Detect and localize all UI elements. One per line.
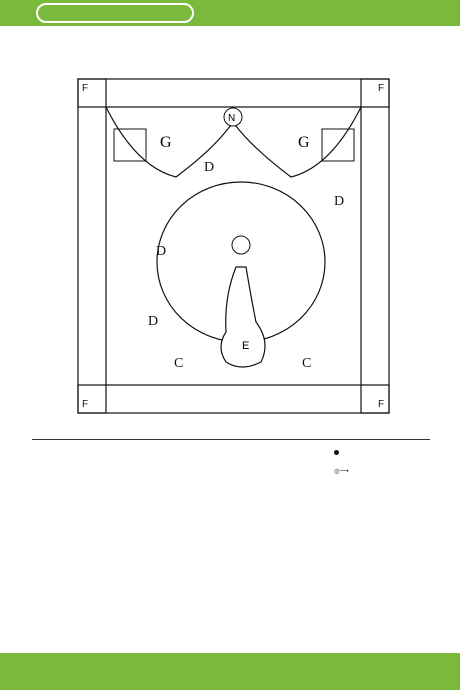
svg-text:G: G	[298, 134, 310, 151]
svg-text:N: N	[228, 113, 236, 124]
svg-text:C: C	[174, 356, 184, 371]
legend-column-3	[334, 448, 434, 475]
svg-text:F: F	[82, 83, 89, 94]
svg-text:D: D	[148, 314, 159, 329]
svg-text:G: G	[160, 134, 172, 151]
svg-text:F: F	[378, 399, 385, 410]
legend-column-1	[32, 442, 172, 446]
svg-text:D: D	[334, 194, 345, 209]
legend	[0, 428, 460, 643]
footer-bar	[0, 653, 460, 690]
svg-text:F: F	[378, 83, 385, 94]
bullet-icon	[334, 450, 339, 455]
legend-column-2	[178, 442, 323, 448]
svg-text:C: C	[302, 356, 312, 371]
header-banner	[0, 0, 460, 26]
svg-text:F: F	[82, 399, 89, 410]
section-title	[36, 3, 194, 23]
divider	[32, 439, 430, 440]
svg-text:E: E	[242, 340, 250, 352]
svg-text:D: D	[204, 160, 215, 175]
svg-text:D: D	[156, 244, 167, 259]
sequin-icon: ◎⟶	[334, 468, 349, 475]
peacock-pattern-diagram	[76, 77, 391, 415]
